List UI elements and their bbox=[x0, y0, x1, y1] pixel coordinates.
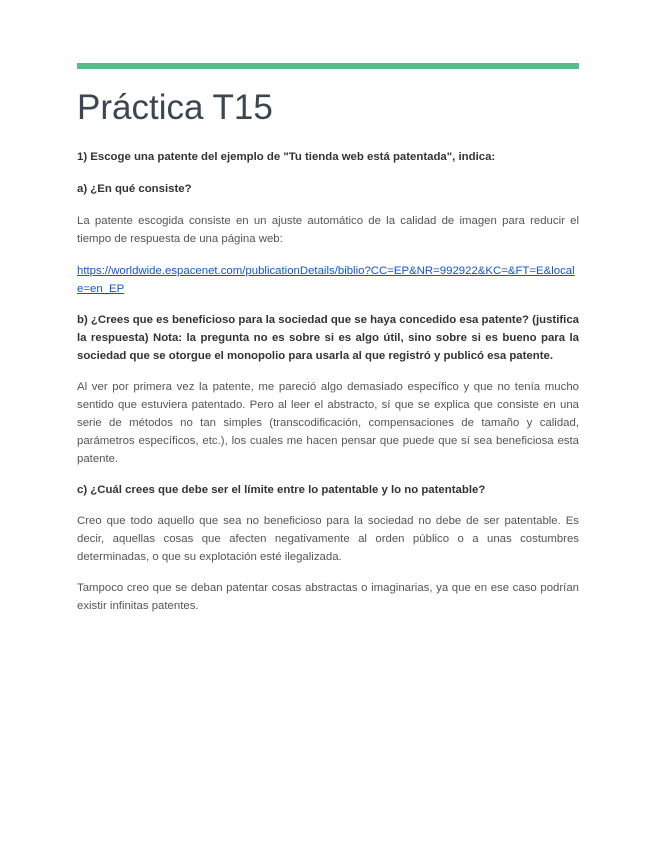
page-title: Práctica T15 bbox=[77, 88, 273, 127]
question-c: c) ¿Cuál crees que debe ser el límite entre lo patentable y lo no patentable? bbox=[77, 484, 486, 496]
question-a: a) ¿En qué consiste? bbox=[77, 183, 192, 195]
patent-link[interactable]: https://worldwide.espacenet.com/publicationDetails/biblio?CC=EP&NR=992922&KC=&FT=E&locale=en_EP bbox=[77, 265, 575, 295]
document-body bbox=[77, 148, 579, 615]
header-rule bbox=[77, 63, 579, 69]
question-1: 1) Escoge una patente del ejemplo de "Tu tienda web está patentada", indica: bbox=[77, 151, 496, 163]
answer-c-2: Tampoco creo que se deban patentar cosas abstractas o imaginarias, ya que en ese caso podrían existir infinitas patentes. bbox=[77, 582, 579, 612]
answer-b: Al ver por primera vez la patente, me pareció algo demasiado específico y que no tenía mucho sentido que estuviera patentado. Pero al leer el abstracto, sí que se explica que consiste en una serie de métodos no tan simples (transcodificación, compensaciones de tamaño y calidad, parámetros específicos, etc.), los cuales me hacen pensar que puede que sí sea beneficiosa esta patente. bbox=[77, 381, 579, 465]
question-b: b) ¿Crees que es beneficioso para la sociedad que se haya concedido esa patente? (justifica la respuesta) Nota: la pregunta no es sobre si es algo útil, sino sobre si es bueno para la sociedad que se otorgue el monopolio para usarla al que registró y publicó esa patente. bbox=[77, 314, 579, 362]
answer-c-1: Creo que todo aquello que sea no beneficioso para la sociedad no debe de ser patentable. Es decir, aquellas cosas que afecten negativamente al orden público o a unas costumbres determinadas, o que su explotación esté ilegalizada. bbox=[77, 515, 579, 563]
answer-a: La patente escogida consiste en un ajuste automático de la calidad de imagen para reducir el tiempo de respuesta de una página web: bbox=[77, 215, 579, 245]
